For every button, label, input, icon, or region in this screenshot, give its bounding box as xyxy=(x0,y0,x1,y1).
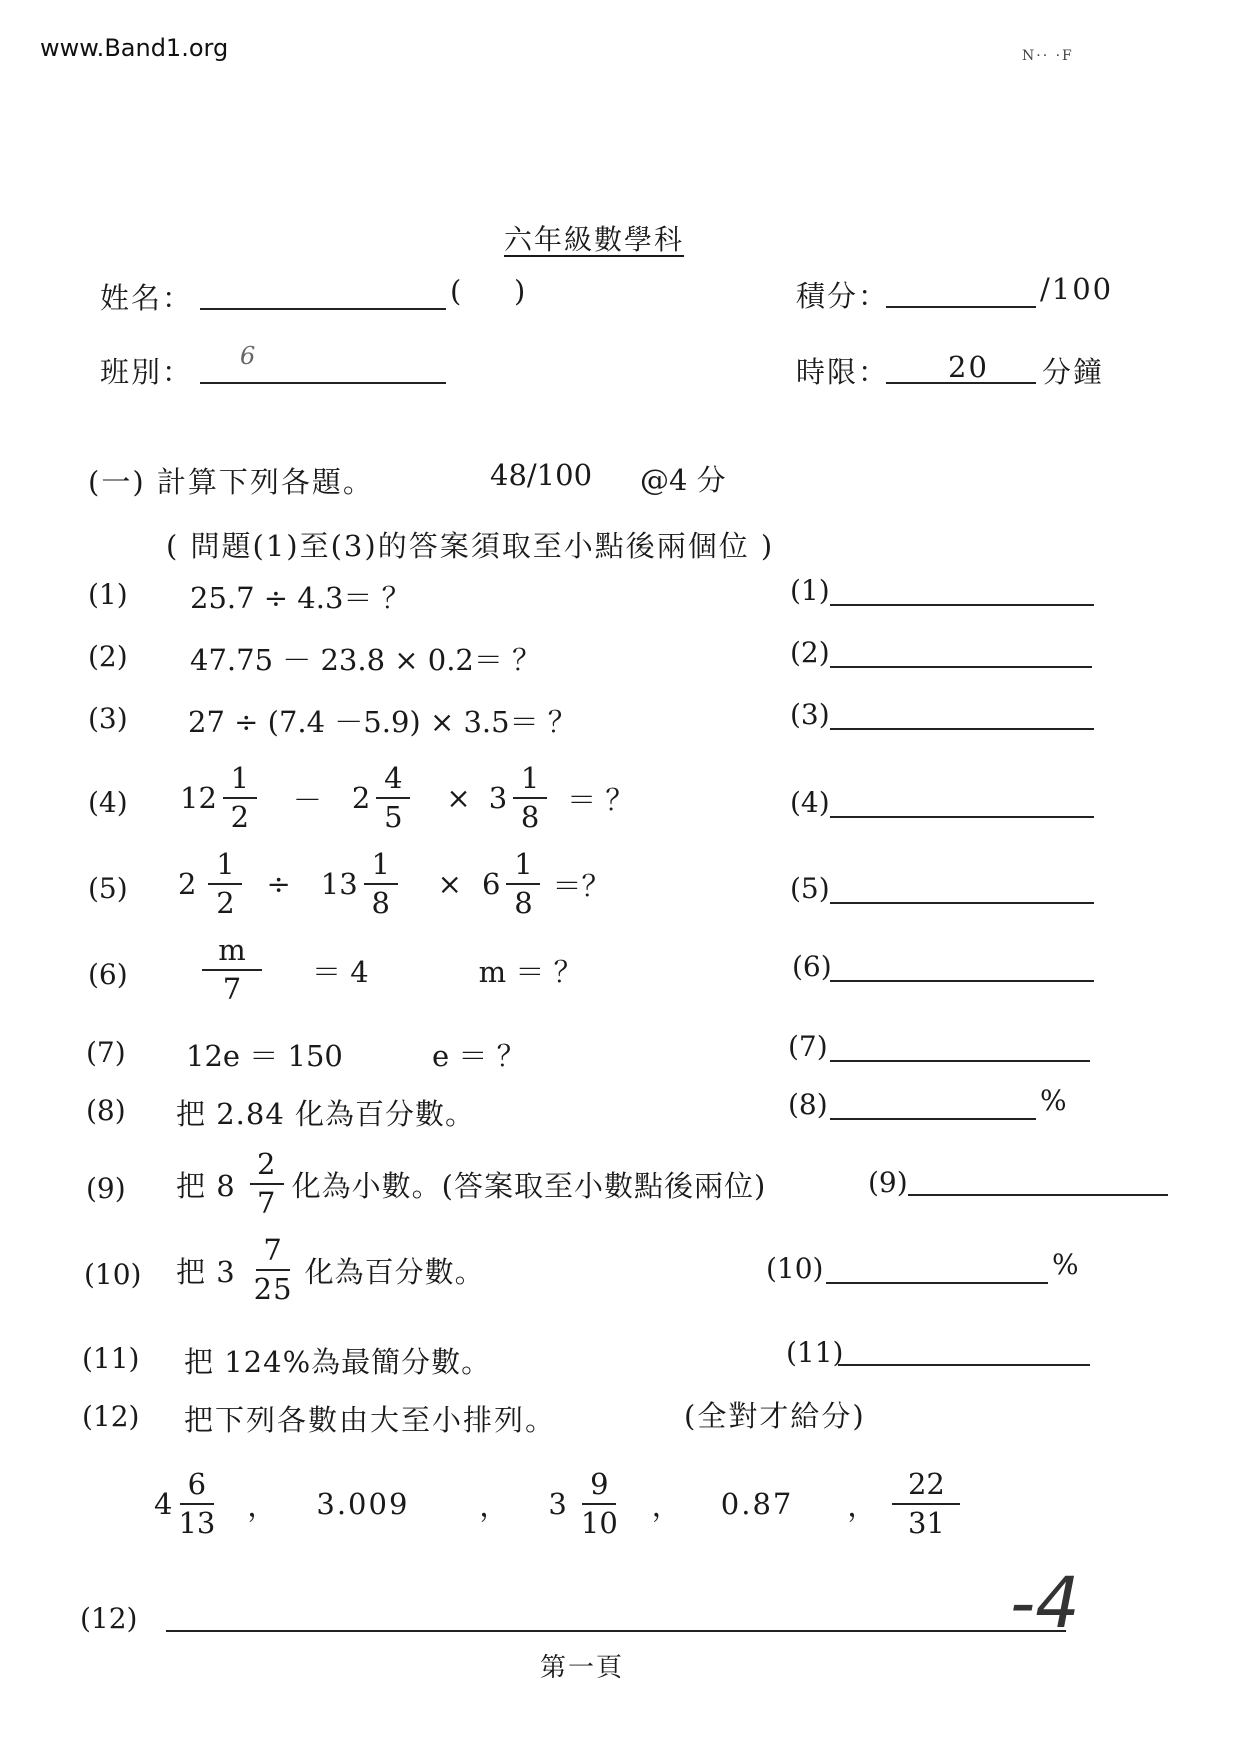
q5-expression xyxy=(178,847,611,920)
q4-den-2: 5 xyxy=(384,800,403,834)
q3-expression: 27 ÷ (7.4 －5.9) × 3.5＝ ？ xyxy=(188,705,577,739)
q8-expression: 把 2.84 化為百分數。 xyxy=(176,1097,476,1131)
q9-num: 2 xyxy=(250,1150,284,1185)
name-label: 姓名： xyxy=(100,281,194,315)
q7-expression: 12e ＝ 150 xyxy=(186,1039,343,1073)
q4-fraction-2 xyxy=(376,761,410,834)
num-sep-2: ， xyxy=(479,1488,509,1523)
q1-expression: 25.7 ÷ 4.3＝ ？ xyxy=(190,581,411,615)
q4-whole-2: 2 xyxy=(351,781,371,815)
q4-num-3: 1 xyxy=(513,764,547,799)
q9-whole: 把 8 xyxy=(176,1168,236,1203)
q2-answer-blank[interactable] xyxy=(830,666,1092,668)
q4-op-2: × xyxy=(446,781,471,815)
score-total: /100 xyxy=(1040,272,1114,306)
num-d: 0.87 xyxy=(720,1487,794,1521)
corner-mark: N·· ·F xyxy=(1022,48,1074,64)
q4-whole-1: 12 xyxy=(180,781,217,815)
q10-expression xyxy=(176,1233,485,1306)
name-blank[interactable] xyxy=(200,308,446,310)
q8-number: (8) xyxy=(86,1094,126,1127)
q8-percent-unit: % xyxy=(1040,1084,1067,1117)
num-sep-4: ， xyxy=(847,1488,877,1523)
q12-note: (全對才給分) xyxy=(684,1399,866,1433)
num-c-den: 10 xyxy=(580,1506,618,1540)
q7-answer-blank[interactable] xyxy=(830,1060,1090,1062)
q10-answer-blank[interactable] xyxy=(826,1282,1048,1284)
q4-expression xyxy=(180,761,635,834)
q9-den: 7 xyxy=(256,1186,277,1220)
q5-fraction-2 xyxy=(364,847,398,920)
q3-answer-label: (3) xyxy=(790,698,830,731)
q3-answer-blank[interactable] xyxy=(830,728,1094,730)
q7-number: (7) xyxy=(86,1036,126,1069)
score-blank[interactable] xyxy=(886,306,1036,308)
q4-equals: ＝ ？ xyxy=(567,782,635,817)
q10-answer-label: (10) xyxy=(766,1252,824,1285)
class-blank[interactable] xyxy=(200,382,446,384)
watermark-url[interactable]: www.Band1.org xyxy=(40,34,229,62)
q11-expression: 把 124%為最簡分數。 xyxy=(184,1345,492,1379)
q4-num-2: 4 xyxy=(376,764,410,799)
q5-whole-2: 13 xyxy=(320,867,358,901)
q6-num: m xyxy=(202,936,262,971)
q4-answer-blank[interactable] xyxy=(830,816,1094,818)
q3-number: (3) xyxy=(88,702,128,735)
q5-fraction-1 xyxy=(208,847,242,920)
q9-expression xyxy=(176,1147,767,1220)
q6-fraction xyxy=(202,933,262,1006)
q5-num-2: 1 xyxy=(364,850,398,885)
section-score: 48/100 xyxy=(490,458,593,492)
q10-instruction: 化為百分數。 xyxy=(304,1254,485,1289)
q9-instruction: 化為小數。(答案取至小數點後兩位) xyxy=(291,1168,767,1203)
page-title: 六年級數學科 xyxy=(504,223,685,256)
q11-number: (11) xyxy=(82,1342,140,1375)
q6-equation: ＝ 4 xyxy=(312,954,369,989)
q5-number: (5) xyxy=(88,872,128,905)
class-value: 6 xyxy=(240,342,258,370)
q9-answer-label: (9) xyxy=(868,1166,908,1199)
num-a-fraction xyxy=(174,1467,219,1540)
class-label: 班別： xyxy=(100,355,194,389)
q12-expression: 把下列各數由大至小排列。 xyxy=(184,1403,557,1437)
q1-answer-blank[interactable] xyxy=(830,604,1094,606)
q5-answer-blank[interactable] xyxy=(830,902,1094,904)
num-e-fraction xyxy=(892,1467,960,1540)
num-a-num: 6 xyxy=(180,1470,214,1505)
num-c-fraction xyxy=(577,1467,622,1540)
q2-number: (2) xyxy=(88,640,128,673)
q8-answer-blank[interactable] xyxy=(830,1118,1036,1120)
q7-question: e ＝ ？ xyxy=(432,1039,526,1073)
q10-fraction xyxy=(250,1233,297,1306)
q6-answer-label: (6) xyxy=(792,950,832,983)
q4-den-1: 2 xyxy=(230,800,250,834)
q5-den-2: 8 xyxy=(371,886,390,920)
q6-number: (6) xyxy=(88,958,128,991)
q4-op-1: － xyxy=(292,782,322,817)
q12-answer-blank[interactable] xyxy=(166,1630,1066,1632)
q10-num: 7 xyxy=(256,1236,290,1271)
num-sep-1: ， xyxy=(247,1488,277,1523)
handwritten-score-mark: -4 xyxy=(1010,1562,1080,1644)
q5-answer-label: (5) xyxy=(790,872,830,905)
num-b: 3.009 xyxy=(316,1487,410,1521)
q10-whole: 把 3 xyxy=(176,1254,236,1289)
q1-number: (1) xyxy=(88,578,128,611)
q10-den: 25 xyxy=(253,1272,293,1306)
section-per-item: @4 分 xyxy=(640,463,726,497)
time-label: 時限： xyxy=(796,355,890,389)
q9-number: (9) xyxy=(86,1172,126,1205)
q9-answer-blank[interactable] xyxy=(908,1194,1168,1196)
num-e-num: 22 xyxy=(892,1470,960,1505)
time-value: 20 xyxy=(948,350,989,384)
q7-answer-label: (7) xyxy=(788,1030,828,1063)
q10-percent-unit: % xyxy=(1052,1248,1079,1281)
q6-expression xyxy=(196,933,583,1006)
q11-answer-blank[interactable] xyxy=(838,1364,1090,1366)
q1-answer-label: (1) xyxy=(790,574,830,607)
q4-den-3: 8 xyxy=(520,800,540,834)
num-a-den: 13 xyxy=(178,1506,216,1540)
name-paren-open: ( xyxy=(450,274,464,308)
q5-equals: ＝？ xyxy=(552,868,611,903)
num-a-whole: 4 xyxy=(154,1487,173,1521)
q11-answer-label: (11) xyxy=(786,1336,844,1369)
num-c-whole: 3 xyxy=(548,1487,567,1521)
q4-fraction-3 xyxy=(513,761,547,834)
q2-answer-label: (2) xyxy=(790,636,830,669)
q6-answer-blank[interactable] xyxy=(830,980,1094,982)
q2-expression: 47.75 － 23.8 × 0.2＝ ？ xyxy=(190,643,542,677)
num-sep-3: ， xyxy=(651,1488,681,1523)
q5-whole-3: 6 xyxy=(481,867,501,901)
q5-fraction-3 xyxy=(506,847,540,920)
num-e-den: 31 xyxy=(907,1506,945,1540)
q4-number: (4) xyxy=(88,786,128,819)
num-c-num: 9 xyxy=(582,1470,616,1505)
numbers-list xyxy=(154,1467,966,1540)
q5-num-1: 1 xyxy=(208,850,242,885)
page-footer: 第一頁 xyxy=(540,1653,625,1683)
q4-fraction-1 xyxy=(223,761,257,834)
q5-den-3: 8 xyxy=(514,886,533,920)
q5-num-3: 1 xyxy=(506,850,540,885)
q9-fraction xyxy=(250,1147,284,1220)
q8-answer-label: (8) xyxy=(788,1088,828,1121)
q4-num-1: 1 xyxy=(223,764,257,799)
q6-question: m ＝ ？ xyxy=(478,954,583,989)
name-paren-close: ) xyxy=(514,274,528,308)
section-instruction: ( 問題(1)至(3)的答案須取至小點後兩個位 ) xyxy=(166,529,775,563)
q4-answer-label: (4) xyxy=(790,786,830,819)
time-unit: 分鐘 xyxy=(1042,355,1105,389)
score-label: 積分： xyxy=(796,279,890,313)
q10-number: (10) xyxy=(84,1258,142,1291)
q6-den: 7 xyxy=(222,972,242,1006)
q5-whole-1: 2 xyxy=(178,867,197,901)
q5-op-1: ÷ xyxy=(266,867,291,901)
q12-number: (12) xyxy=(82,1400,140,1433)
section-heading: (一) 計算下列各題。 xyxy=(88,465,374,499)
q5-den-1: 2 xyxy=(216,886,235,920)
q4-whole-3: 3 xyxy=(488,781,508,815)
q5-op-2: × xyxy=(437,867,462,901)
q12-answer-label: (12) xyxy=(80,1602,138,1635)
